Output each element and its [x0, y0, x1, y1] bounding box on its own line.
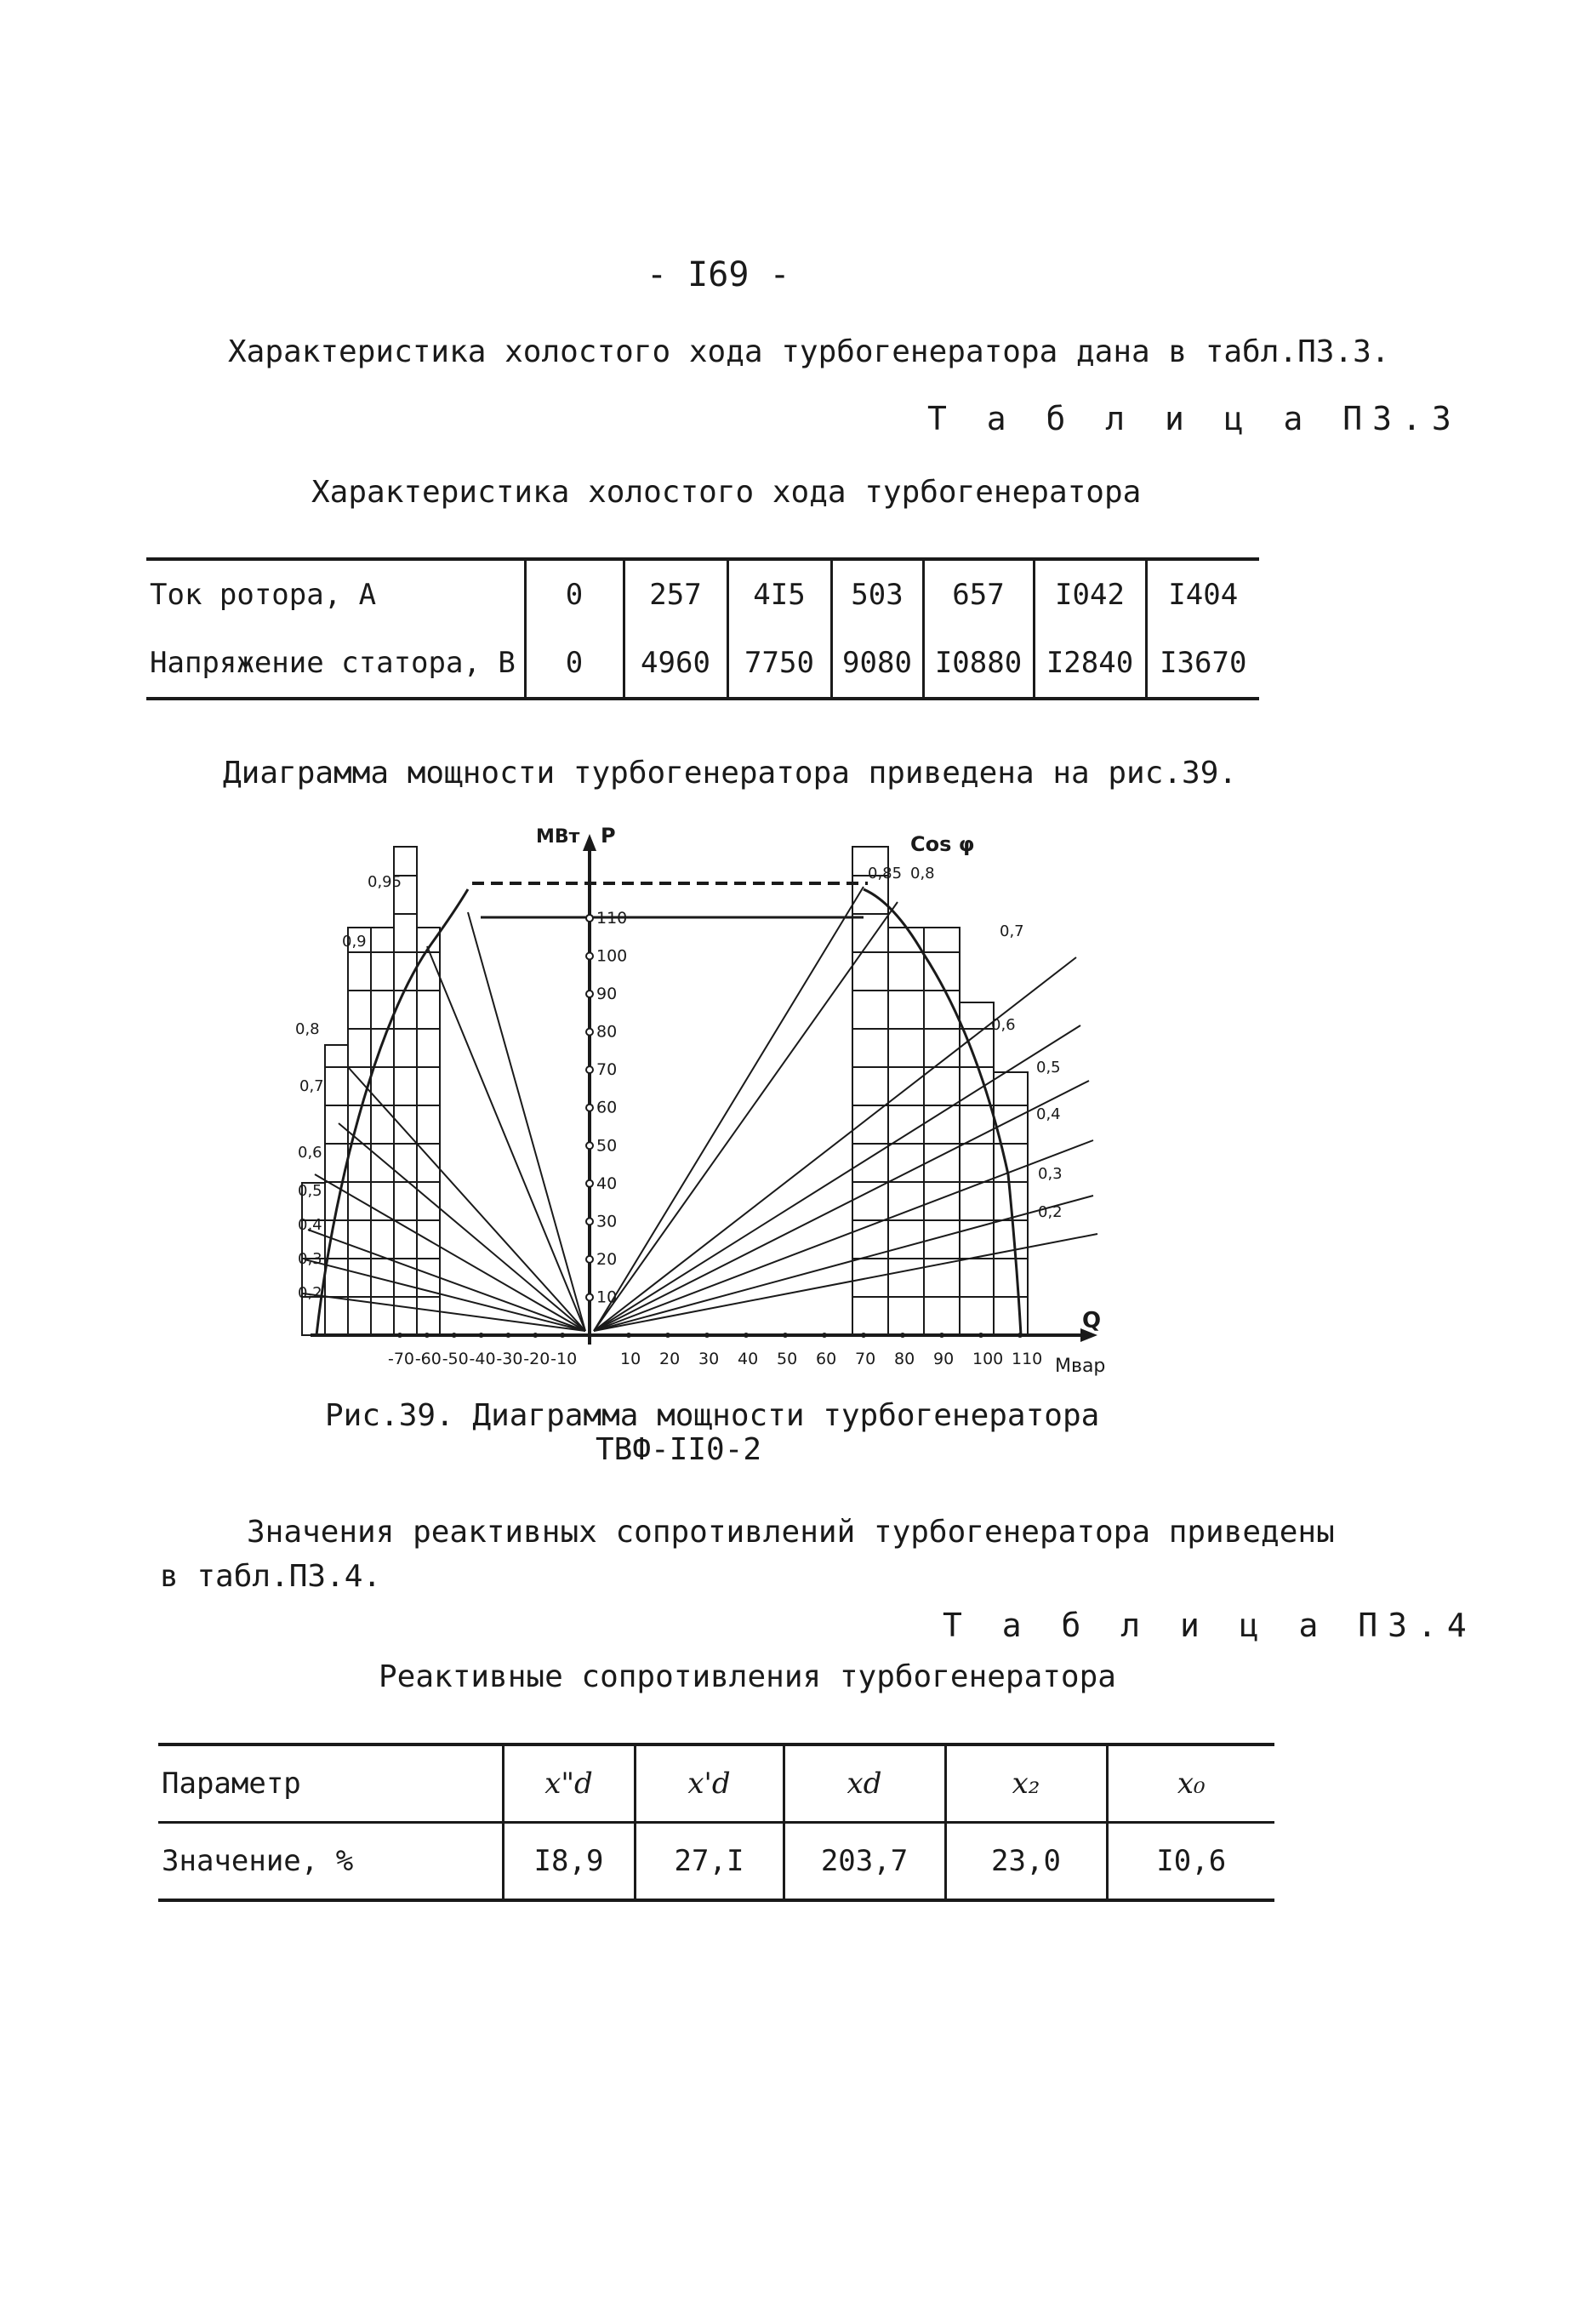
figure-caption-model: ТВФ-II0-2: [596, 1432, 762, 1467]
q-tick-mark: [505, 1333, 510, 1338]
p-tick-mark: [586, 953, 593, 960]
cos-phi-ray: [468, 912, 585, 1331]
cos-phi-right-label: 0,7: [1000, 922, 1024, 940]
table-header-cell: x₂: [945, 1744, 1107, 1823]
q-tick-mark: [978, 1333, 983, 1338]
p-tick-mark: [586, 1293, 593, 1300]
cos-phi-ray: [594, 1234, 1097, 1331]
q-tick-label: 70: [855, 1350, 876, 1368]
q-tick-label: -20: [523, 1350, 550, 1368]
q-tick-mark: [1018, 1333, 1023, 1338]
q-tick-label: 100: [972, 1350, 1004, 1368]
grid-column: [325, 1045, 348, 1335]
intro-paragraph-3: Значения реактивных сопротивлений турбогенератора приведены: [247, 1515, 1335, 1550]
q-tick-label: -40: [469, 1350, 496, 1368]
q-tick-label: 30: [698, 1350, 720, 1368]
cos-phi-left-label: 0,2: [298, 1284, 322, 1302]
q-axis-unit: Мвар: [1055, 1356, 1106, 1377]
table-cell: I404: [1146, 559, 1259, 629]
cos-phi-left-label: 0,8: [295, 1020, 320, 1038]
cos-phi-ray: [303, 1293, 585, 1331]
q-tick-mark: [425, 1333, 430, 1338]
p-tick-mark: [586, 915, 593, 922]
intro-paragraph-2: Диаграмма мощности турбогенератора приведена на рис.39.: [223, 756, 1238, 791]
cos-phi-label: Cos φ: [910, 832, 975, 856]
intro-paragraph-3-cont: в табл.П3.4.: [160, 1559, 382, 1594]
table-header-cell: x'd: [635, 1744, 784, 1823]
cos-phi-left-label: 0,6: [298, 1144, 322, 1162]
grid-column: [852, 847, 888, 1335]
diagram-grid: [302, 847, 1028, 1335]
p-tick-mark: [586, 1066, 593, 1073]
q-tick-label: 110: [1012, 1350, 1043, 1368]
cos-phi-ray: [315, 1174, 585, 1331]
table-cell: 0: [525, 559, 624, 629]
page-number: - I69 -: [647, 255, 790, 294]
p-tick-mark: [586, 1142, 593, 1149]
table-cell: 7750: [727, 629, 831, 699]
table-cell: 257: [624, 559, 727, 629]
cos-phi-ray: [594, 887, 864, 1331]
table-cell: I2840: [1034, 629, 1146, 699]
p-tick-mark: [586, 1256, 593, 1263]
p-tick-label: 90: [596, 985, 618, 1004]
q-tick-label: 60: [816, 1350, 837, 1368]
q-tick-mark: [665, 1333, 670, 1338]
q-tick-mark: [479, 1333, 484, 1338]
q-tick-label: -30: [496, 1350, 523, 1368]
q-tick-label: 10: [620, 1350, 641, 1368]
open-circuit-table: [146, 557, 1259, 700]
cos-phi-right-label: 0,5: [1036, 1059, 1061, 1076]
table2-label: Т а б л и ц а П3.4: [943, 1607, 1477, 1644]
cos-phi-right-label: 0,8: [910, 865, 935, 882]
table-cell: 657: [923, 559, 1034, 629]
q-tick-mark: [822, 1333, 827, 1338]
q-tick-mark: [939, 1333, 944, 1338]
table-cell: I8,9: [503, 1823, 635, 1901]
table-cell: 4960: [624, 629, 727, 699]
table-header-cell: xd: [784, 1744, 945, 1823]
cos-phi-left-label: 0,95: [368, 873, 402, 891]
q-tick-mark: [626, 1333, 631, 1338]
table-cell: 9080: [831, 629, 923, 699]
cos-phi-right-label: 0,85: [868, 865, 903, 882]
p-tick-mark: [586, 1218, 593, 1225]
q-tick-mark: [452, 1333, 457, 1338]
q-tick-mark: [704, 1333, 710, 1338]
cos-phi-ray: [308, 1230, 585, 1331]
grid-column: [924, 928, 960, 1335]
cos-phi-right-label: 0,3: [1038, 1165, 1063, 1183]
table1-label: Т а б л и ц а П3.3: [927, 400, 1462, 437]
q-axis-name: Q: [1082, 1308, 1102, 1333]
p-axis-unit: МВт: [536, 826, 580, 848]
table-cell: 203,7: [784, 1823, 945, 1901]
q-tick-mark: [900, 1333, 905, 1338]
q-tick-label: 20: [659, 1350, 681, 1368]
q-tick-mark: [744, 1333, 749, 1338]
q-tick-label: -60: [414, 1350, 442, 1368]
p-tick-mark: [586, 1029, 593, 1036]
p-tick-mark: [586, 991, 593, 997]
table-row-header: Значение, %: [158, 1823, 503, 1901]
cos-phi-left-label: 0,4: [298, 1216, 322, 1234]
q-tick-label: 80: [894, 1350, 915, 1368]
grid-column: [371, 928, 394, 1335]
p-tick-label: 30: [596, 1212, 618, 1231]
power-diagram: [295, 817, 1149, 1379]
table-cell: 0: [525, 629, 624, 699]
p-tick-mark: [586, 1105, 593, 1111]
q-tick-mark: [397, 1333, 402, 1338]
cos-phi-ray: [594, 1081, 1089, 1331]
q-tick-mark: [560, 1333, 565, 1338]
table-cell: 23,0: [945, 1823, 1107, 1901]
cos-phi-rays: [303, 887, 1097, 1331]
p-tick-label: 20: [596, 1249, 618, 1269]
table-cell: 27,I: [635, 1823, 784, 1901]
p-tick-label: 80: [596, 1022, 618, 1042]
q-tick-label: -10: [550, 1350, 578, 1368]
table-row-header: Напряжение статора, В: [146, 629, 525, 699]
q-tick-label: -50: [442, 1350, 469, 1368]
p-tick-label: 50: [596, 1136, 618, 1156]
p-axis-arrow: [583, 834, 596, 851]
table2-title: Реактивные сопротивления турбогенератора: [379, 1659, 1116, 1694]
cos-phi-right-label: 0,6: [991, 1016, 1016, 1034]
table-header-cell: Параметр: [158, 1744, 503, 1823]
q-tick-label: 50: [777, 1350, 798, 1368]
p-axis-name: P: [601, 824, 616, 848]
cos-phi-ray: [427, 946, 585, 1331]
q-tick-mark: [783, 1333, 788, 1338]
table-header-cell: x₀: [1107, 1744, 1274, 1823]
figure-caption: Рис.39. Диаграмма мощности турбогенератора: [325, 1398, 1100, 1433]
table-cell: 4I5: [727, 559, 831, 629]
p-tick-label: 40: [596, 1173, 618, 1193]
p-tick-label: 100: [596, 946, 628, 966]
table-cell: I042: [1034, 559, 1146, 629]
cos-phi-ray: [349, 1068, 585, 1331]
cos-phi-left-label: 0,5: [298, 1182, 322, 1200]
cos-phi-right-label: 0,4: [1036, 1105, 1061, 1123]
table-cell: I0880: [923, 629, 1034, 699]
q-tick-label: 90: [933, 1350, 955, 1368]
axis-ticks: [295, 865, 1063, 1368]
q-tick-label: -70: [387, 1350, 415, 1368]
table-row-header: Ток ротора, А: [146, 559, 525, 629]
q-tick-mark: [861, 1333, 866, 1338]
cos-phi-left-label: 0,7: [299, 1077, 324, 1095]
cos-phi-left-label: 0,3: [298, 1250, 322, 1268]
table-cell: I3670: [1146, 629, 1259, 699]
table-cell: I0,6: [1107, 1823, 1274, 1901]
reactance-table: [158, 1743, 1274, 1902]
cos-phi-right-label: 0,2: [1038, 1203, 1063, 1221]
p-tick-label: 70: [596, 1060, 618, 1080]
table1-title: Характеристика холостого хода турбогенератора: [311, 475, 1142, 510]
p-tick-mark: [586, 1180, 593, 1187]
q-tick-mark: [533, 1333, 538, 1338]
cos-phi-left-label: 0,9: [342, 933, 367, 951]
p-tick-label: 60: [596, 1098, 618, 1117]
p-tick-label: 10: [596, 1288, 618, 1307]
p-tick-label: 110: [596, 908, 628, 928]
intro-paragraph-1: Характеристика холостого хода турбогенератора дана в табл.П3.3.: [228, 334, 1390, 369]
grid-column: [960, 1002, 994, 1335]
table-cell: 503: [831, 559, 923, 629]
table-header-cell: x"d: [503, 1744, 635, 1823]
q-tick-label: 40: [738, 1350, 759, 1368]
